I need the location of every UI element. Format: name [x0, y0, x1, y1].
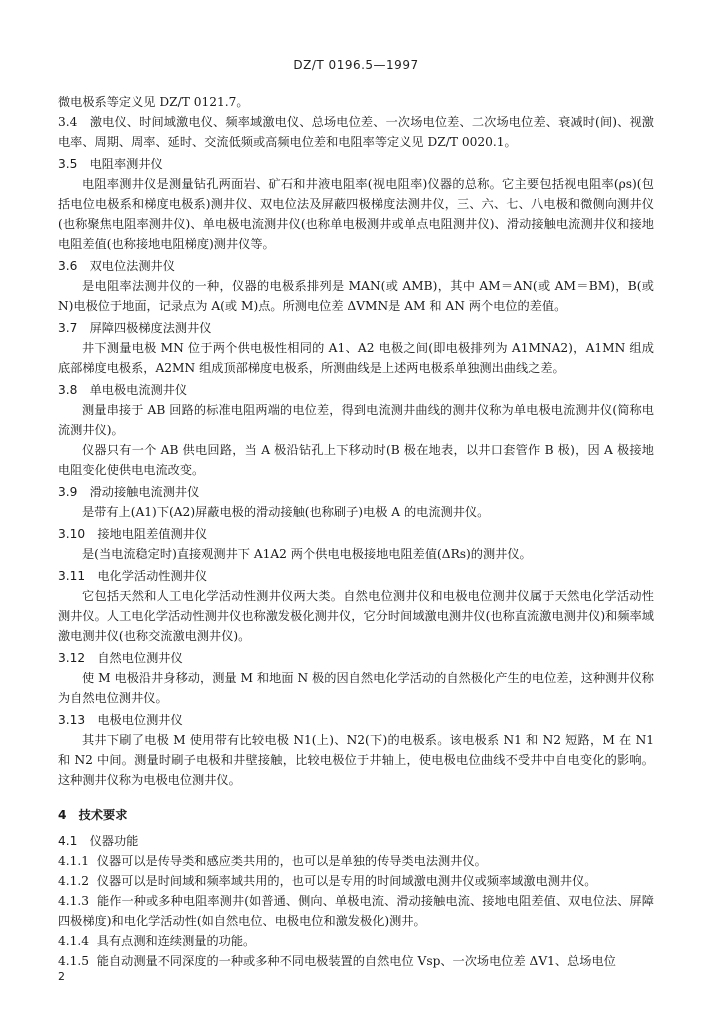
- heading-4-1: 4.1 仪器功能: [58, 834, 139, 848]
- page-header: DZ/T 0196.5—1997: [293, 58, 419, 72]
- item-number: 4.1.4: [58, 934, 90, 948]
- section-3-13-text: 其井下刷了电极 M 使用带有比较电极 N1(上)、N2(下)的电极系。该电极系 N1 和 N2 短路，M 在 N1 和 N2 中间。测量时刷子电极和井壁接触，比较电极位于井轴上，使电极电位曲线不受井中自电变化的影响。这种测井仪称为电极电位测井仪。: [58, 733, 654, 787]
- heading-section-4: 4 技术要求: [58, 808, 128, 822]
- document-page: [58, 58, 654, 971]
- item-text: 能自动测量不同深度的一种或多种不同电极装置的自然电位 Vsp、一次场电位差 ΔV1、总场电位: [96, 954, 616, 968]
- list-item: [58, 871, 654, 891]
- heading-3-12: 3.12 自然电位测井仪: [58, 651, 183, 665]
- section-3-4: 3.4 激电仪、时间域激电仪、频率域激电仪、总场电位差、一次场电位差、二次场电位差、衰减时(间)、视激电率、周期、周率、延时、交流低频或高频电位差和电阻率等定义见 DZ/T 0020.1。: [58, 115, 654, 149]
- heading-3-11: 3.11 电化学活动性测井仪: [58, 569, 208, 583]
- section-3-12-text: 使 M 电极沿井身移动，测量 M 和地面 N 极的因自然电化学活动的自然极化产生的电位差，这种测井仪称为自然电位测井仪。: [58, 671, 654, 705]
- requirement-list: [58, 851, 654, 971]
- heading-3-6: 3.6 双电位法测井仪: [58, 259, 175, 273]
- section-3-6-text: 是电阻率法测井仪的一种，仪器的电极系排列是 MAN(或 AMB)，其中 AM＝AN(或 AM＝BM)，B(或 N)电极位于地面，记录点为 A(或 M)点。所测电位差 ΔVMN是 AM 和 AN 两个电位的差值。: [58, 279, 654, 313]
- heading-3-13: 3.13 电极电位测井仪: [58, 713, 183, 727]
- section-3-9-text: 是带有上(A1)下(A2)屏蔽电极的滑动接触(也称刷子)电极 A 的电流测井仪。: [82, 505, 490, 519]
- item-number: 4.1.3: [58, 894, 90, 908]
- item-text: 仪器可以是时间域和频率域共用的，也可以是专用的时间域激电测井仪或频率域激电测井仪。: [96, 874, 597, 888]
- item-text: 仪器可以是传导类和感应类共用的，也可以是单独的传导类电法测井仪。: [96, 854, 487, 868]
- heading-3-7: 3.7 屏障四极梯度法测井仪: [58, 321, 212, 335]
- item-number: 4.1.2: [58, 874, 90, 888]
- page-number: 2: [58, 970, 65, 983]
- heading-3-10: 3.10 接地电阻差值测井仪: [58, 527, 208, 541]
- item-number: 4.1.1: [58, 854, 90, 868]
- list-item: [58, 891, 654, 931]
- section-3-8-text-2: 仪器只有一个 AB 供电回路，当 A 极沿钻孔上下移动时(B 极在地表，以井口套管作 B 极)，因 A 极接地电阻变化使供电电流改变。: [58, 443, 654, 477]
- list-item: [58, 851, 654, 871]
- item-number: 4.1.5: [58, 954, 90, 968]
- list-item: [58, 951, 654, 971]
- heading-3-9: 3.9 滑动接触电流测井仪: [58, 485, 200, 499]
- item-text: 能作一种或多种电阻率测井(如普通、侧向、单极电流、滑动接触电流、接地电阻差值、双电位法、屏障四极梯度)和电化学活动性(如自然电位、电极电位和激发极化)测井。: [58, 894, 654, 928]
- section-3-11-text: 它包括天然和人工电化学活动性测井仪两大类。自然电位测井仪和电极电位测井仪属于天然电化学活动性测井仪。人工电化学活动性测井仪也称激发极化测井仪，它分时间域激电测井仪(也称直流激电测井仪)和频率域激电测井仪(也称交流激电测井仪)。: [58, 589, 654, 643]
- heading-3-5: 3.5 电阻率测井仪: [58, 157, 163, 171]
- section-3-7-text: 井下测量电极 MN 位于两个供电极性相同的 A1、A2 电极之间(即电极排列为 A1MNA2)，A1MN 组成底部梯度电极系，A2MN 组成顶部梯度电极系，所测曲线是上述两电极系单独测出曲线之差。: [58, 341, 654, 375]
- section-3-10-text: 是(当电流稳定时)直接观测井下 A1A2 两个供电电极接地电阻差值(ΔRs)的测井仪。: [82, 547, 532, 561]
- section-3-8-text-1: 测量串接于 AB 回路的标准电阻两端的电位差，得到电流测井曲线的测井仪称为单电极电流测井仪(简称电流测井仪)。: [58, 403, 654, 437]
- intro-text: 微电极系等定义见 DZ/T 0121.7。: [58, 95, 249, 109]
- section-3-5-text: 电阻率测井仪是测量钻孔两面岩、矿石和井液电阻率(视电阻率)仪器的总称。它主要包括视电阻率(ρs)(包括电位电极系和梯度电极系)测井仪、双电位法及屏蔽四极梯度法测井仪，三、六、七、八电极和微侧向测井仪(也称聚焦电阻率测井仪)、单电极电流测井仪(也称单电极测井或单点电阻测井仪)、滑动接触电流测井仪和接地电阻差值(也称接地电阻梯度)测井仪等。: [58, 177, 654, 251]
- list-item: [58, 931, 654, 951]
- item-text: 具有点测和连续测量的功能。: [96, 934, 256, 948]
- heading-3-8: 3.8 单电极电流测井仪: [58, 383, 188, 397]
